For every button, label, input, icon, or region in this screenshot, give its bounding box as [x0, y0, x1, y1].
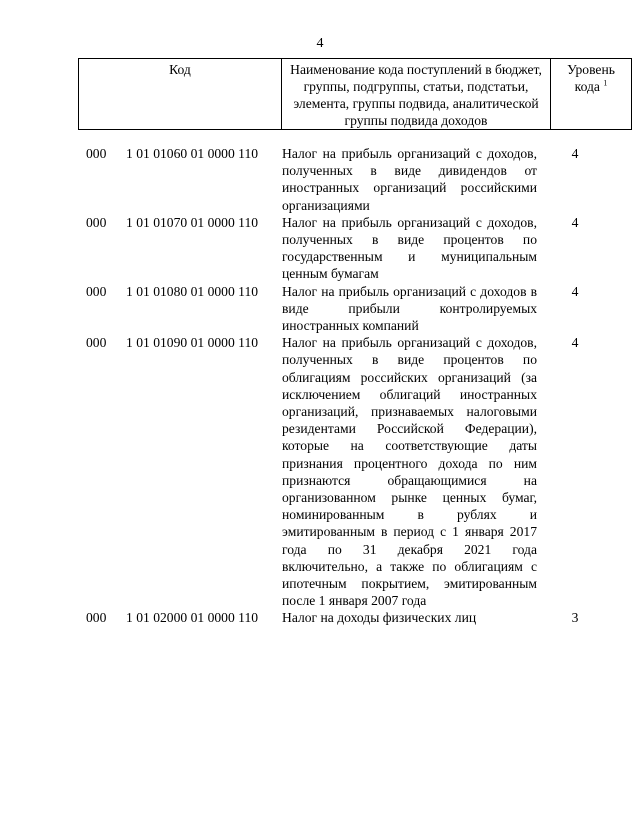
row-code: 1 01 01070 01 0000 110: [126, 214, 259, 230]
row-level: 3: [571, 610, 579, 626]
header-code: Код: [79, 59, 282, 130]
table-row: [0, 145, 640, 214]
row-prefix: 000: [86, 335, 107, 351]
row-prefix: 000: [86, 214, 107, 230]
header-level-label: Уровень кода: [567, 62, 615, 94]
row-name: Налог на прибыль организаций с доходов, полученных в виде процентов по облигациям российских организаций (за исключением облигаций иностранных организаций, признаваемых налоговыми резидентами Российской Федерации), которые на соответствующие даты признания процентного дохода по ним признаются обращающимися на организованном рынке ценных бумаг, номинированным в рублях и эмитированным в период с 1 января 2017 года по 31 декабря 2021 года включительно, а также по облигациям с ипотечным покрытием, эмитированным после 1 января 2007 года: [282, 335, 537, 609]
row-name: Налог на прибыль организаций с доходов в виде прибыли контролируемых иностранных компаний: [282, 283, 537, 334]
table-body: [0, 145, 640, 627]
row-code: 1 01 02000 01 0000 110: [126, 610, 259, 626]
row-prefix: 000: [86, 610, 107, 626]
header-name: Наименование кода поступлений в бюджет, группы, подгруппы, статьи, подстатьи, элемента, группы подвида, аналитической группы подвида доходов: [282, 59, 551, 130]
page-number: 4: [316, 36, 324, 51]
row-level: 4: [571, 146, 579, 161]
table-row: [0, 334, 640, 609]
row-level: 4: [571, 335, 579, 351]
row-prefix: 000: [86, 146, 107, 161]
row-code: 1 01 01080 01 0000 110: [126, 283, 259, 299]
table-row: [0, 283, 640, 335]
row-name: Налог на прибыль организаций с доходов, полученных в виде дивидендов от иностранных организаций российскими организациями: [282, 146, 537, 213]
row-name: Налог на доходы физических лиц: [282, 610, 477, 626]
row-level: 4: [571, 214, 579, 230]
table-row: [0, 214, 640, 283]
row-code: 1 01 01060 01 0000 110: [126, 146, 259, 161]
header-level: [551, 59, 632, 130]
row-code: 1 01 01090 01 0000 110: [126, 335, 259, 351]
header-row: [79, 59, 632, 130]
row-name: Налог на прибыль организаций с доходов, полученных в виде процентов по государственным и муниципальным ценным бумагам: [282, 214, 537, 282]
row-level: 4: [571, 283, 579, 299]
table-header: [78, 58, 632, 130]
table-row: [0, 609, 640, 626]
row-prefix: 000: [86, 283, 107, 299]
footnote-marker: 1: [603, 78, 608, 88]
